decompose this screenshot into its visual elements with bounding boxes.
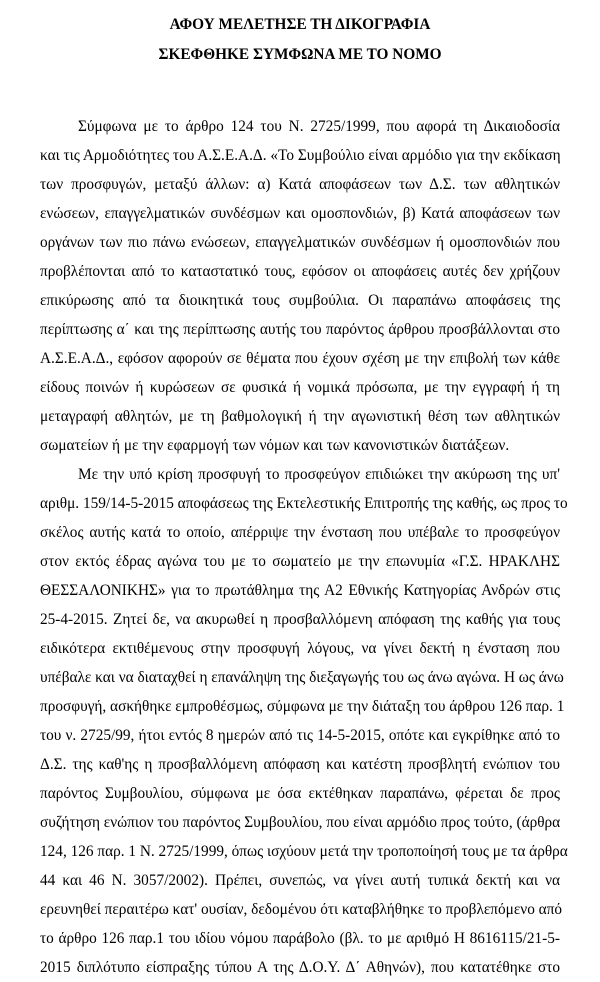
paragraph-jurisdiction (40, 112, 560, 460)
text-line: σωματείων ή με την εφαρμογή των νόμων και των κανονιστικών διατάξεων. (40, 437, 510, 454)
text-line: περίπτωσης α΄ και της περίπτωσης αυτής του παρόντος άρθρου προσβάλλονται στο (40, 321, 560, 338)
text-line: ειδικότερα εκτιθέμενους στην προσφυγή λόγους, να γίνει δεκτή η ένσταση που (40, 640, 560, 657)
text-line: προσφυγή, ασκήθηκε εμπροθέσμως, σύμφωνα με την διάταξη του άρθρου 126 παρ. 1 (40, 698, 565, 715)
text-line: στον εκτός έδρας αγώνα του με το σωματείο με την επωνυμία «Γ.Σ. ΗΡΑΚΛΗΣ (40, 553, 560, 570)
text-line: Α.Σ.Ε.Α.Δ., εφόσον αφορούν σε θέματα που έχουν σχέση με την επιβολή των κάθε (40, 350, 560, 367)
text-line: προβλέπονται από το καταστατικό τους, εφόσον οι αποφάσεις αυτές δεν χρήζουν (40, 263, 560, 280)
text-line: Με την υπό κρίση προσφυγή το προσφεύγον επιδιώκει την ακύρωση της υπ' (78, 466, 560, 483)
heading-line-1: ΑΦΟΥ ΜΕΛΕΤΗΣΕ ΤΗ ΔΙΚΟΓΡΑΦΙΑ (169, 16, 431, 33)
text-line: 25-4-2015. Ζητεί δε, να ακυρωθεί η προσβαλλόμενη απόφαση της καθής για τους (40, 611, 560, 628)
text-line: αριθμ. 159/14-5-2015 αποφάσεως της Εκτελεστικής Επιτροπής της καθής, ως προς το (40, 495, 568, 512)
text-line: 124, 126 παρ. 1 Ν. 2725/1999, όπως ισχύουν μετά την τροποποίησή τους με τα άρθρα (40, 843, 568, 860)
text-line: το άρθρο 126 παρ.1 του ιδίου νόμου παράβολο (βλ. το με αριθμό Η 8616115/21-5- (40, 930, 560, 947)
text-line: του ν. 2725/99, ήτοι εντός 8 ημερών από τις 14-5-2015, οπότε και εγκρίθηκε από το (40, 727, 560, 744)
text-line: συζήτηση ενώπιον του παρόντος Συμβουλίου, που είναι αρμόδιο προς τούτο, (άρθρα (40, 814, 561, 831)
text-line: ερευνηθεί περαιτέρω κατ' ουσίαν, δεδομένου ότι καταβλήθηκε το προβλεπόμενο από (40, 901, 563, 918)
text-line: και τις Αρμοδιότητες του Α.Σ.Ε.Α.Δ. «Το Συμβούλιο είναι αρμόδιο για την εκδίκαση (40, 147, 561, 164)
heading-line-2: ΣΚΕΦΘΗΚΕ ΣΥΜΦΩΝΑ ΜΕ ΤΟ ΝΟΜΟ (158, 46, 442, 63)
text-line: μεταγραφή αθλητών, με τη βαθμολογική ή την αγωνιστική θέση των αθλητικών (40, 408, 560, 425)
text-line: ενώσεων, επαγγελματικών συνδέσμων και ομοσπονδιών, β) Κατά αποφάσεων των (40, 205, 560, 222)
text-line: σκέλος αυτής κατά το οποίο, απέρριψε την ένσταση που υπέβαλε το προσφεύγον (40, 524, 560, 541)
text-line: επικύρωσης από τα διοικητικά τους συμβούλια. Οι παραπάνω αποφάσεις της (40, 292, 560, 309)
text-line: των προσφυγών, μεταξύ άλλων: α) Κατά αποφάσεων των Δ.Σ. των αθλητικών (40, 176, 560, 193)
document-heading (40, 10, 560, 70)
document-body (40, 112, 568, 982)
text-line: υπέβαλε και να διαταχθεί η επανάληψη της διεξαγωγής του ως άνω αγώνα. Η ως άνω (40, 669, 564, 686)
text-line: οργάνων των πιο πάνω ενώσεων, επαγγελματικών συνδέσμων ή ομοσπονδιών που (40, 234, 560, 251)
text-line: Δ.Σ. της καθ'ης η προσβαλλόμενη απόφαση και κατέστη προσβλητή ενώπιον του (40, 756, 560, 773)
text-line: 44 και 46 Ν. 3057/2002). Πρέπει, συνεπώς, να γίνει αυτή τυπικά δεκτή και να (40, 872, 560, 889)
text-line: παρόντος Συμβουλίου, σύμφωνα με όσα εκτέθηκαν παραπάνω, φέρεται δε προς (40, 785, 560, 802)
text-line: 2015 διπλότυπο είσπραξης τύπου Α της Δ.Ο.Υ. Δ΄ Αθηνών), που κατατέθηκε στο (40, 959, 560, 976)
text-line: είδους ποινών ή κυρώσεων σε φυσικά ή νομικά πρόσωπα, με την εγγραφή ή τη (40, 379, 560, 396)
paragraph-appeal (40, 460, 568, 982)
text-line: ΘΕΣΣΑΛΟΝΙΚΗΣ» για το πρωτάθλημα της Α2 Εθνικής Κατηγορίας Ανδρών στις (40, 582, 560, 599)
text-line: Σύμφωνα με το άρθρο 124 του Ν. 2725/1999, που αφορά τη Δικαιοδοσία (78, 118, 560, 135)
